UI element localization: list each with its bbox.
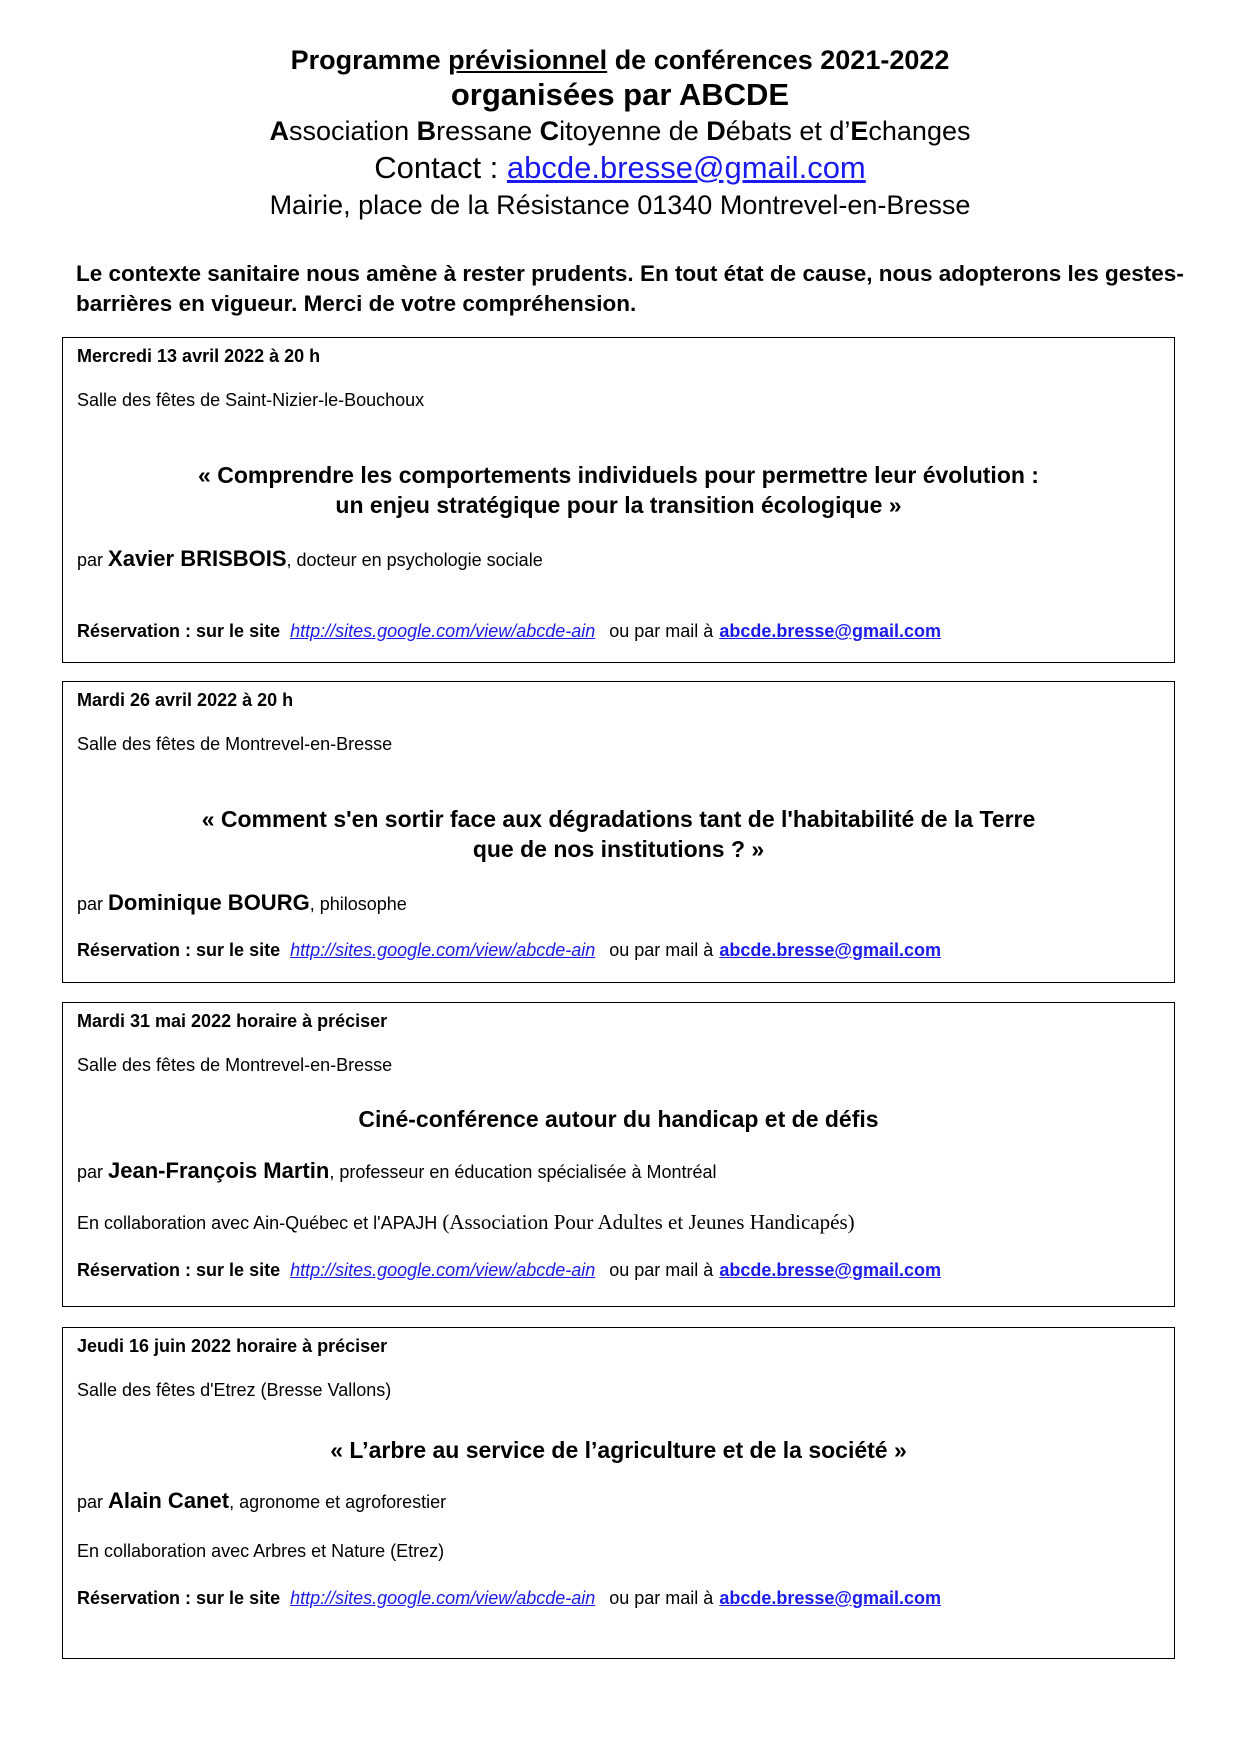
- event-speaker: par Jean-François Martin, professeur en éducation spécialisée à Montréal: [77, 1158, 717, 1183]
- speaker-name: Alain Canet: [108, 1488, 230, 1513]
- event-title: Ciné-conférence autour du handicap et de défis: [358, 1106, 879, 1132]
- contact-email-link[interactable]: abcde.bresse@gmail.com: [506, 150, 866, 185]
- address-line: Mairie, place de la Résistance 01340 Montrevel-en-Bresse: [269, 190, 971, 220]
- contact-line: Contact : abcde.bresse@gmail.com: [374, 150, 866, 185]
- association-name: Association Bressane Citoyenne de Débats et d’Echanges: [269, 116, 971, 146]
- reservation-line: Réservation : sur le site http://sites.google.com/view/abcde-ain ou par mail à abcde.bresse@gmail.com: [77, 940, 941, 960]
- event-venue: Salle des fêtes d'Etrez (Bresse Vallons): [77, 1380, 392, 1400]
- event-venue: Salle des fêtes de Montrevel-en-Bresse: [77, 1055, 393, 1075]
- event-card-2: [62, 681, 1175, 983]
- event-title: « Comprendre les comportements individuels pour permettre leur évolution : un enjeu stratégique pour la transition écologique »: [198, 462, 1039, 518]
- reservation-line: Réservation : sur le site http://sites.google.com/view/abcde-ain ou par mail à abcde.bresse@gmail.com: [77, 1260, 941, 1280]
- reservation-site-link[interactable]: http://sites.google.com/view/abcde-ain: [290, 1588, 596, 1608]
- event-title: « L’arbre au service de l’agriculture et de la société »: [330, 1437, 907, 1463]
- provisional-word: prévisionnel: [448, 45, 608, 75]
- event-speaker: par Alain Canet, agronome et agroforestier: [77, 1488, 447, 1513]
- event-card-1: [62, 337, 1175, 663]
- event-title: « Comment s'en sortir face aux dégradations tant de l'habitabilité de la Terre que de nos institutions ? »: [201, 806, 1036, 862]
- reservation-line: Réservation : sur le site http://sites.google.com/view/abcde-ain ou par mail à abcde.bresse@gmail.com: [77, 1588, 941, 1608]
- reservation-site-link[interactable]: http://sites.google.com/view/abcde-ain: [290, 621, 596, 641]
- event-speaker: par Dominique BOURG, philosophe: [77, 890, 407, 915]
- event-venue: Salle des fêtes de Saint-Nizier-le-Bouchoux: [77, 390, 425, 410]
- event-card-3: [62, 1002, 1175, 1307]
- document-header: [0, 44, 1240, 223]
- event-date: Mardi 26 avril 2022 à 20 h: [77, 690, 294, 710]
- event-card-4: [62, 1327, 1175, 1659]
- speaker-name: Dominique BOURG: [108, 890, 310, 915]
- reservation-site-link[interactable]: http://sites.google.com/view/abcde-ain: [290, 1260, 596, 1280]
- event-date: Mercredi 13 avril 2022 à 20 h: [77, 346, 321, 366]
- event-collaboration: En collaboration avec Arbres et Nature (Etrez): [77, 1541, 445, 1561]
- speaker-name: Xavier BRISBOIS: [108, 546, 287, 571]
- speaker-name: Jean-François Martin: [108, 1158, 330, 1183]
- event-collaboration: En collaboration avec Ain-Québec et l'APAJH (Association Pour Adultes et Jeunes Handicapés): [77, 1210, 855, 1234]
- event-date: Mardi 31 mai 2022 horaire à préciser: [77, 1011, 388, 1031]
- event-venue: Salle des fêtes de Montrevel-en-Bresse: [77, 734, 393, 754]
- reservation-site-link[interactable]: http://sites.google.com/view/abcde-ain: [290, 940, 596, 960]
- reservation-email-link[interactable]: abcde.bresse@gmail.com: [719, 1260, 941, 1280]
- reservation-line: Réservation : sur le site http://sites.google.com/view/abcde-ain ou par mail à abcde.bresse@gmail.com: [77, 621, 941, 641]
- reservation-email-link[interactable]: abcde.bresse@gmail.com: [719, 621, 941, 641]
- event-date: Jeudi 16 juin 2022 horaire à préciser: [77, 1336, 388, 1356]
- organizer-line: organisées par ABCDE: [450, 77, 790, 112]
- event-speaker: par Xavier BRISBOIS, docteur en psychologie sociale: [77, 546, 543, 571]
- sanitary-notice: Le contexte sanitaire nous amène à rester prudents. En tout état de cause, nous adopterons les gestes-barrières en vigueur. Merci de votre compréhension.: [76, 261, 1184, 316]
- reservation-email-link[interactable]: abcde.bresse@gmail.com: [719, 1588, 941, 1608]
- program-title: Programme prévisionnel de conférences 2021-2022: [290, 45, 950, 75]
- reservation-email-link[interactable]: abcde.bresse@gmail.com: [719, 940, 941, 960]
